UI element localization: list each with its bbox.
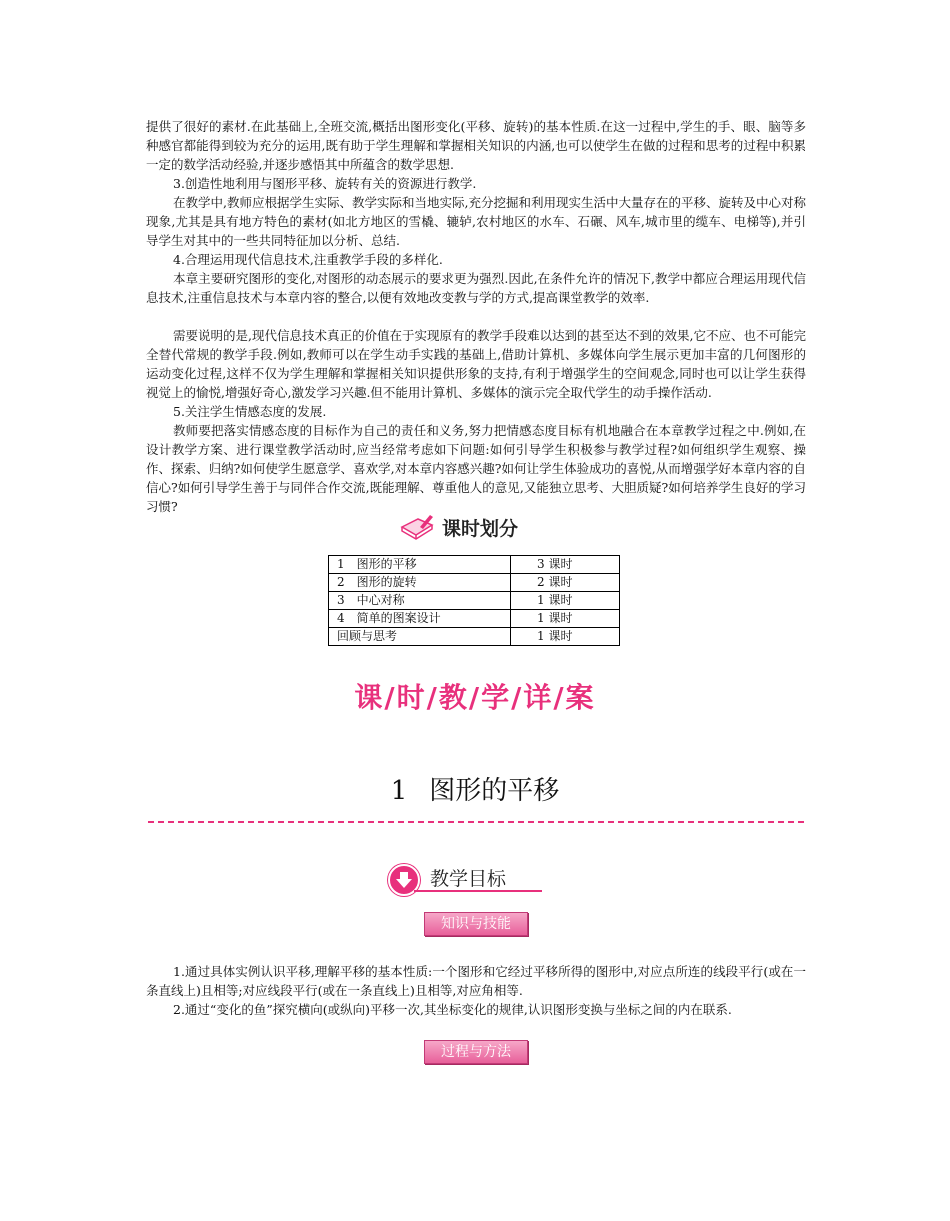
paragraph: 提供了很好的素材.在此基础上,全班交流,概括出图形变化(平移、旋转)的基本性质.在这一过程中,学生的手、眼、脑等多种感官都能得到较为充分的运用,既有助于学生理解和掌握相关知识的内涵,也可以使学生在做的过程和思考的过程中积累一定的数学活动经验,并逐步感悟其中所蕴含的数学思想. bbox=[146, 119, 806, 172]
banner-heading: 课/时/教/学/详/案 bbox=[354, 681, 596, 714]
chapter-number: 1 bbox=[390, 776, 408, 806]
table-row bbox=[329, 592, 620, 610]
book-pen-icon bbox=[400, 513, 434, 541]
hours-cell: 2 课时 bbox=[511, 574, 620, 592]
objective: 2.通过“变化的鱼”探究横向(或纵向)平移一次,其坐标变化的规律,认识图形变换与坐标之间的内在联系. bbox=[173, 1002, 732, 1017]
process-methods-tag: 过程与方法 bbox=[424, 1040, 528, 1064]
paragraph-heading: 4.合理运用现代信息技术,注重教学手段的多样化. bbox=[173, 252, 443, 267]
chapter-title-text: 图形的平移 bbox=[429, 776, 560, 806]
paragraph-heading: 5.关注学生情感态度的发展. bbox=[173, 404, 327, 419]
lesson-schedule-table bbox=[328, 555, 620, 646]
lesson-cell: 回顾与思考 bbox=[329, 628, 511, 646]
knowledge-skills-tag: 知识与技能 bbox=[424, 912, 528, 936]
paragraph-heading: 3.创造性地利用与图形平移、旋转有关的资源进行教学. bbox=[173, 176, 477, 191]
paragraph: 本章主要研究图形的变化,对图形的动态展示的要求更为强烈.因此,在条件允许的情况下,教学中都应合理运用现代信息技术,注重信息技术与本章内容的整合,以便有效地改变教与学的方式,提高课堂教学的效率. bbox=[146, 271, 806, 305]
table-row bbox=[329, 610, 620, 628]
teaching-goal-heading bbox=[388, 862, 556, 896]
table-row bbox=[329, 556, 620, 574]
objective: 1.通过具体实例认识平移,理解平移的基本性质:一个图形和它经过平移所得的图形中,对应点所连的线段平行(或在一条直线上)且相等;对应线段平行(或在一条直线上)且相等,对应角相等. bbox=[146, 964, 806, 998]
lesson-cell: 3 中心对称 bbox=[329, 592, 511, 610]
goal-underline bbox=[414, 890, 542, 892]
table-row bbox=[329, 628, 620, 646]
lesson-cell: 4 简单的图案设计 bbox=[329, 610, 511, 628]
hours-cell: 1 课时 bbox=[511, 592, 620, 610]
chapter-title bbox=[0, 770, 950, 807]
section-title-text: 课时划分 bbox=[442, 517, 519, 540]
hours-cell: 1 课时 bbox=[511, 628, 620, 646]
paragraph: 教师要把落实情感态度的目标作为自己的责任和义务,努力把情感态度目标有机地融合在本章教学过程之中.例如,在设计教学方案、进行课堂教学活动时,应当经常考虑如下问题:如何引导学生积极参与教学过程?如何组织学生观察、操作、探索、归纳?如何使学生愿意学、喜欢学,对本章内容感兴趣?如何让学生体验成功的喜悦,从而增强学好本章内容的自信心?如何引导学生善于与同伴合作交流,既能理解、尊重他人的意见,又能独立思考、大胆质疑?如何培养学生良好的学习习惯? bbox=[146, 423, 806, 514]
hours-cell: 3 课时 bbox=[511, 556, 620, 574]
section-title bbox=[400, 512, 518, 542]
lesson-cell: 2 图形的旋转 bbox=[329, 574, 511, 592]
paragraph: 在教学中,教师应根据学生实际、教学实际和当地实际,充分挖掘和利用现实生活中大量存在的平移、旋转及中心对称现象,尤其是具有地方特色的素材(如北方地区的雪橇、辘轳,农村地区的水车、石碾、风车,城市里的缆车、电梯等),并引导学生对其中的一些共同特征加以分析、总结. bbox=[146, 195, 806, 248]
goal-title: 教学目标 bbox=[430, 868, 507, 890]
paragraph: 需要说明的是,现代信息技术真正的价值在于实现原有的教学手段难以达到的甚至达不到的效果,它不应、也不可能完全替代常规的教学手段.例如,教师可以在学生动手实践的基础上,借助计算机、多媒体向学生展示更加丰富的几何图形的运动变化过程,这样不仅为学生理解和掌握相关知识提供形象的支持,有利于增强学生的空间观念,同时也可以让学生获得视觉上的愉悦,增强好奇心,激发学习兴趣.但不能用计算机、多媒体的演示完全取代学生的动手操作活动. bbox=[146, 328, 806, 400]
table-row bbox=[329, 574, 620, 592]
hours-cell: 1 课时 bbox=[511, 610, 620, 628]
dashed-divider bbox=[148, 821, 804, 823]
lesson-cell: 1 图形的平移 bbox=[329, 556, 511, 574]
